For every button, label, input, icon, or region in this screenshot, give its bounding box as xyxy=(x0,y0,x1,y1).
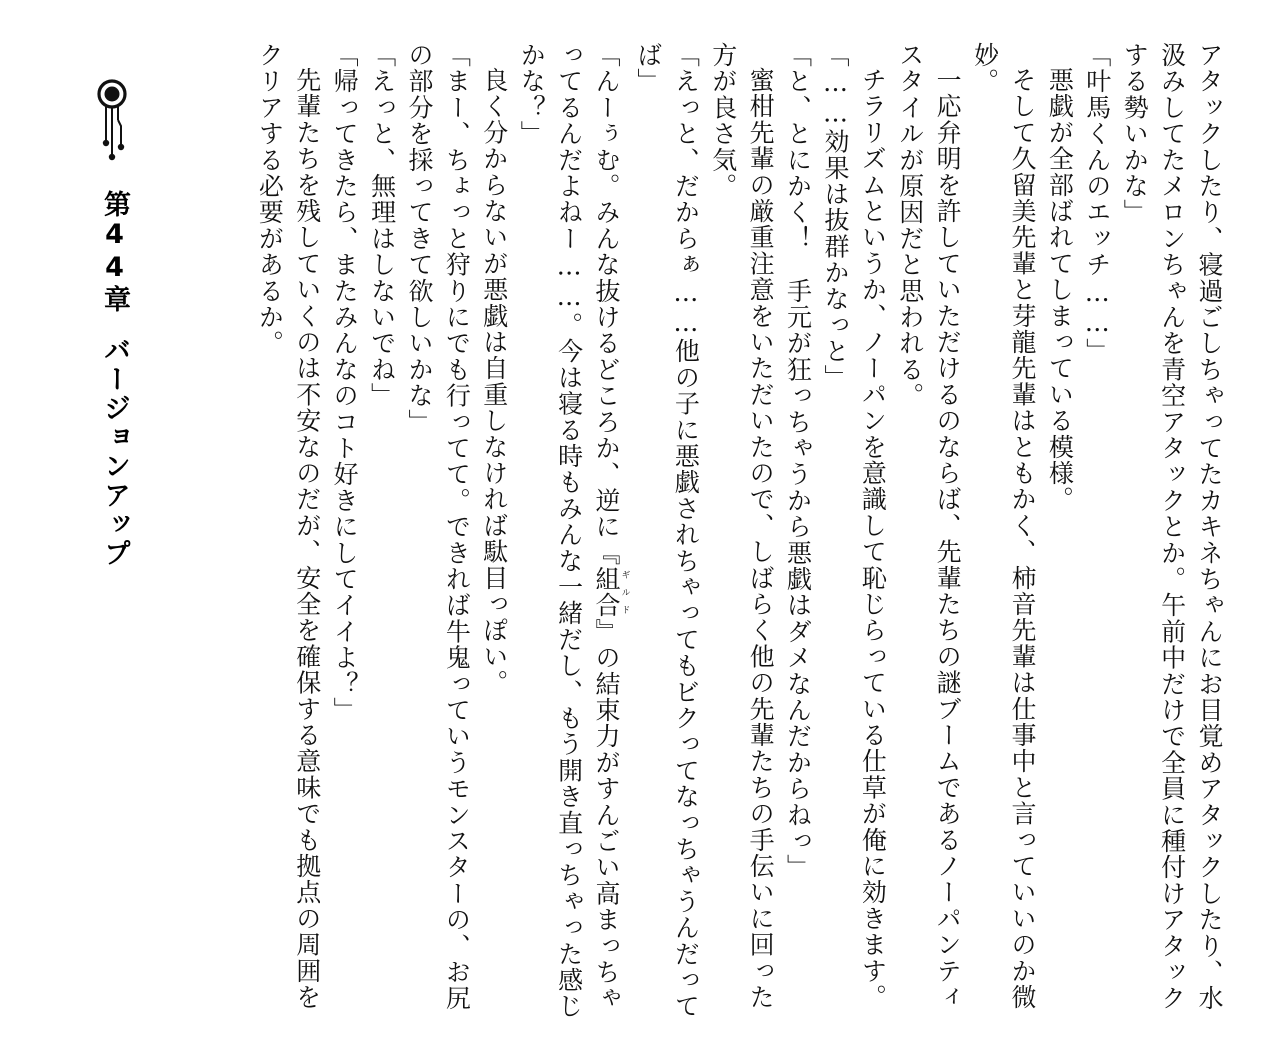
paragraph: 先輩たちを残していくのは不安なのだが、安全を確保する意味でも拠点の周囲をクリアする必要があるか。 xyxy=(255,42,322,1011)
paragraph: 一応弁明を許していただけるのならば、先輩たちの謎ブームであるノーパンティスタイルが原因だと思われる。 xyxy=(895,42,963,1011)
chapter-title: バージョンアップ xyxy=(99,336,130,568)
chapter-heading xyxy=(94,190,134,610)
paragraph: 蜜柑先輩の厳重注意をいただいたので、しばらく他の先輩たちの手伝いに回った方が良さ気。 xyxy=(708,42,776,1011)
paragraph: 「えっと、無理はしないでね」 xyxy=(367,42,397,409)
paragraph: 良く分からないが悪戯は自重しなければ駄目っぽい。 xyxy=(479,67,509,696)
paragraph: チラリズムというか、ノーパンを意識して恥じらっている仕草が俺に効きます。 xyxy=(858,67,888,1011)
paragraph: 「えっと、だからぁ……他の子に悪戯されちゃってもビクってなっちゃうんだってば」 xyxy=(633,42,701,1020)
paragraph xyxy=(513,42,630,1032)
paragraph: 「と、とにかく！ 手元が狂っちゃうから悪戯はダメなんだからねっ」 xyxy=(783,42,813,881)
paragraph: 「叶馬くんのエッチ……」 xyxy=(1082,42,1112,365)
paragraph: 「帰ってきたら、またみんなのコト好きにしてイイよ？」 xyxy=(330,42,360,724)
paragraph-text: 「んーぅむ。みんな抜けるどころか、逆に『 xyxy=(592,42,621,566)
body-text xyxy=(188,42,1228,1032)
paragraph: アタックしたり、寝過ごしちゃってたカキネちゃんにお目覚めアタックしたり、水汲みしてたメロンちゃんを青空アタックとか。午前中だけで全員に種付けアタックする勢いかな」 xyxy=(1120,42,1224,1012)
ruby-annotation xyxy=(592,566,630,619)
paragraph: 「……効果は抜群かなっと」 xyxy=(820,42,850,391)
ruby-base: 組合 xyxy=(592,566,621,619)
circuit-node-icon xyxy=(88,74,148,174)
paragraph: 悪戯が全部ばれてしまっている模様。 xyxy=(1045,67,1075,513)
paragraph-text: 』の結束力がすんごい高まっちゃってるんだよねー……。今は寝る時もみんな一緒だし、もう開き直っちゃった感じかな？」 xyxy=(517,42,621,1020)
chapter-number: 第44章 xyxy=(99,190,130,314)
paragraph: 「まー、ちょっと狩りにでも行ってて。できれば牛鬼っていうモンスターの、お尻の部分を採ってきて欲しいかな」 xyxy=(404,42,472,1012)
paragraph: そして久留美先輩と芽龍先輩はともかく、柿音先輩は仕事中と言っていいのか微妙。 xyxy=(970,42,1037,1011)
ruby-text: ギルド xyxy=(619,566,630,619)
